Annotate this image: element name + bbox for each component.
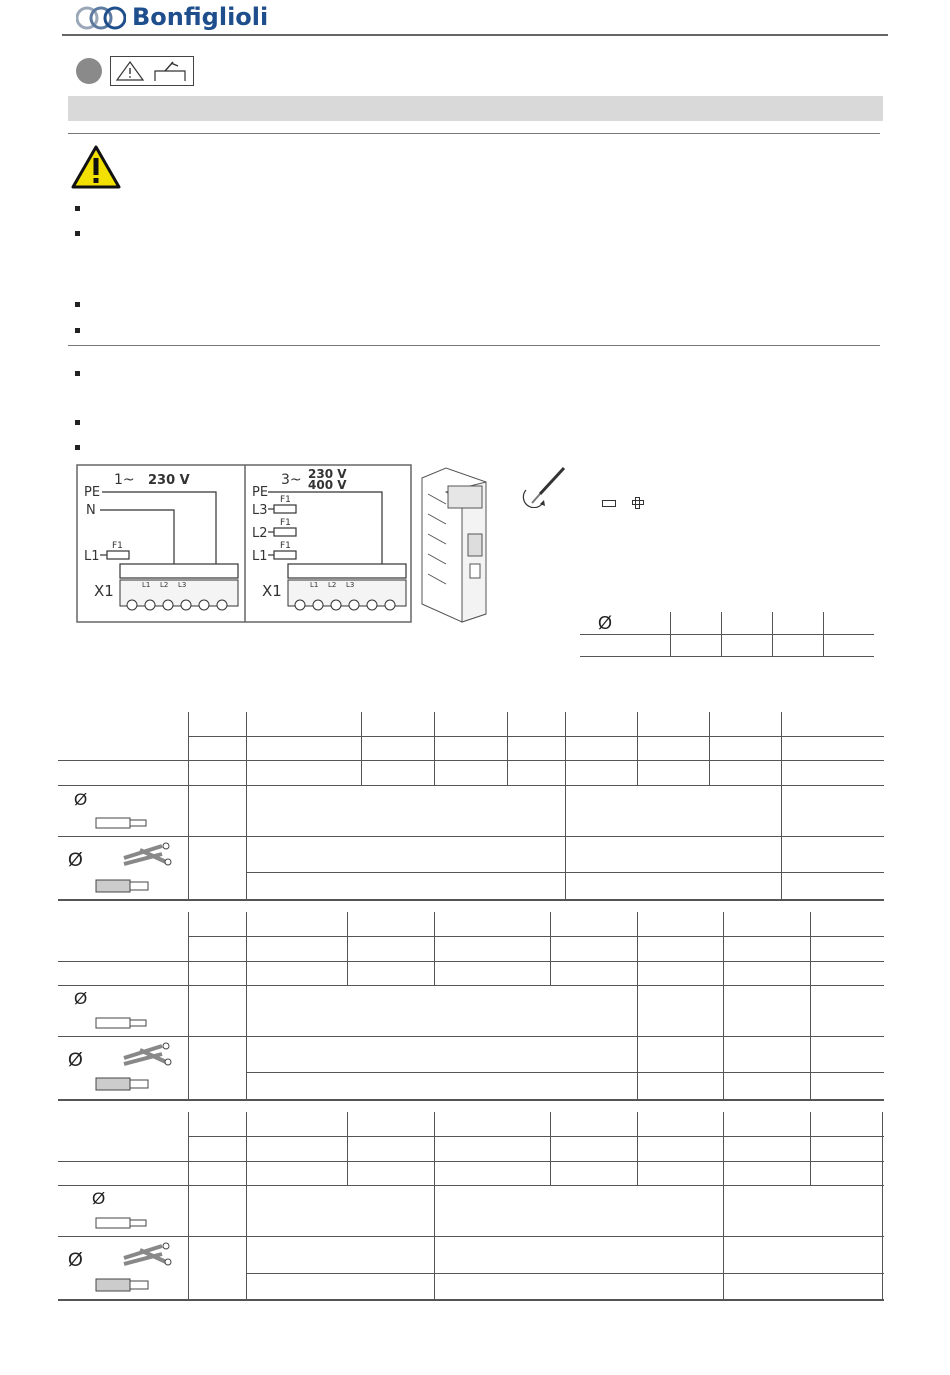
ferrule-cable-icon xyxy=(94,1076,154,1092)
device-illustration xyxy=(422,468,486,622)
diameter-symbol: Ø xyxy=(68,1250,83,1271)
cable-table-1 xyxy=(58,712,884,902)
list-item xyxy=(75,302,80,307)
tool-hand-icon xyxy=(151,59,189,83)
wiring-diagram xyxy=(76,464,506,624)
diameter-symbol: Ø xyxy=(68,1050,83,1071)
diameter-symbol: Ø xyxy=(598,613,613,633)
list-item xyxy=(75,371,80,376)
diameter-symbol: Ø xyxy=(74,790,88,809)
ferrule-cable-icon xyxy=(94,1277,154,1293)
screwdriver-icon xyxy=(522,464,570,508)
pe-label: PE xyxy=(252,485,269,500)
three-phase-voltage-2: 400 V xyxy=(308,478,347,492)
bonfiglioli-logo-icon xyxy=(76,6,126,30)
stranded-cable-icon xyxy=(122,840,174,868)
section-title-bar xyxy=(68,96,883,121)
terminal-l2: L2 xyxy=(328,581,337,589)
terminal-l3: L3 xyxy=(346,581,355,589)
single-phase-voltage: 230 V xyxy=(148,473,190,488)
pe-label: PE xyxy=(84,485,101,500)
cable-table-3 xyxy=(58,1112,884,1302)
warning-triangle-icon xyxy=(115,60,145,82)
minus-slot-icon xyxy=(602,500,616,507)
fuse-label: F1 xyxy=(280,518,291,528)
cable-icon xyxy=(94,816,150,830)
list-item xyxy=(75,420,80,425)
l2-label: L2 xyxy=(252,526,268,541)
terminal-l1: L1 xyxy=(310,581,319,589)
torque-table xyxy=(580,612,874,658)
brand-logo xyxy=(76,4,276,32)
diameter-symbol: Ø xyxy=(68,850,83,871)
section-rule xyxy=(68,133,880,134)
list-item xyxy=(75,445,80,450)
section-dot-icon xyxy=(76,58,102,84)
stranded-cable-icon xyxy=(122,1040,174,1068)
terminal-l2: L2 xyxy=(160,581,169,589)
header-rule xyxy=(62,34,888,36)
fuse-label: F1 xyxy=(280,541,291,551)
x1-label: X1 xyxy=(94,582,114,600)
l1-label: L1 xyxy=(84,549,100,564)
x1-label: X1 xyxy=(262,582,282,600)
section-rule xyxy=(68,345,880,346)
diameter-symbol: Ø xyxy=(74,989,88,1008)
section-icon-box xyxy=(110,56,194,86)
list-item xyxy=(75,231,80,236)
fuse-label: F1 xyxy=(280,495,291,505)
terminal-l1: L1 xyxy=(142,581,151,589)
brand-name: Bonfiglioli xyxy=(132,3,269,31)
l3-label: L3 xyxy=(252,503,268,518)
cable-icon xyxy=(94,1216,150,1230)
cross-slot-icon xyxy=(632,497,642,507)
n-label: N xyxy=(86,503,96,518)
diameter-symbol: Ø xyxy=(92,1189,106,1208)
stranded-cable-icon xyxy=(122,1240,174,1268)
fuse-label: F1 xyxy=(112,541,123,551)
terminal-l3: L3 xyxy=(178,581,187,589)
single-phase-label: 1~ xyxy=(114,472,135,488)
list-item xyxy=(75,206,80,211)
ferrule-cable-icon xyxy=(94,878,154,894)
cable-table-2 xyxy=(58,912,884,1102)
three-phase-label: 3~ xyxy=(281,472,302,488)
cable-icon xyxy=(94,1016,150,1030)
caution-icon xyxy=(70,144,122,190)
l1-label: L1 xyxy=(252,549,268,564)
list-item xyxy=(75,328,80,333)
three-phase-voltage-1: 230 V xyxy=(308,467,347,481)
